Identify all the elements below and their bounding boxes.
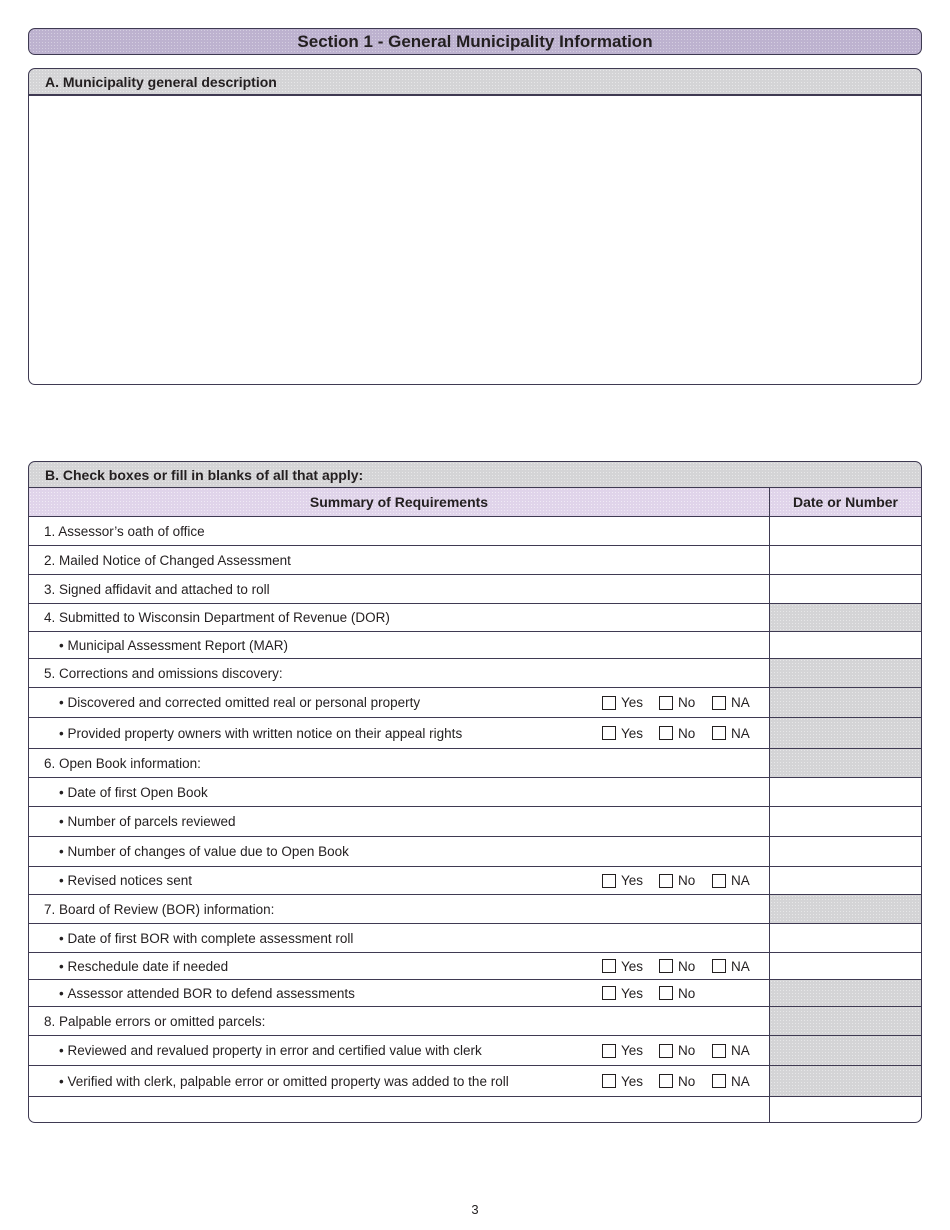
requirement-label: • Number of parcels reviewed — [29, 814, 236, 829]
no-label: No — [678, 873, 696, 888]
table-row — [29, 1036, 921, 1066]
date-cell-disabled — [770, 688, 921, 717]
table-row — [29, 1007, 921, 1036]
na-option — [712, 959, 750, 974]
requirement-label: • Verified with clerk, palpable error or omitted property was added to the roll — [29, 1074, 509, 1089]
yes-label: Yes — [621, 1073, 644, 1089]
no-label: No — [678, 985, 696, 1001]
table-row — [29, 807, 921, 837]
yes-option — [602, 1074, 659, 1089]
requirement-label: 3. Signed affidavit and attached to roll — [44, 581, 270, 597]
table-row — [29, 575, 921, 604]
requirement-label: • Number of changes of value due to Open Book — [29, 844, 349, 859]
na-option — [712, 1043, 750, 1058]
date-input[interactable] — [770, 1097, 921, 1122]
part-a-heading: A. Municipality general description — [28, 68, 922, 95]
yes-label: Yes — [621, 695, 644, 710]
yes-checkbox[interactable] — [602, 1044, 616, 1058]
na-label: NA — [731, 958, 750, 974]
yes-checkbox[interactable] — [602, 1074, 616, 1088]
no-option — [659, 1043, 712, 1058]
check-options — [602, 1036, 750, 1065]
requirement-label: 8. Palpable errors or omitted parcels: — [44, 1013, 266, 1029]
date-input[interactable] — [770, 953, 921, 979]
no-checkbox[interactable] — [659, 986, 673, 1000]
check-options — [602, 953, 750, 979]
requirement-label: 4. Submitted to Wisconsin Department of Revenue (DOR) — [44, 610, 390, 625]
requirement-cell — [29, 632, 770, 658]
requirement-label: • Date of first Open Book — [29, 785, 208, 800]
table-row — [29, 837, 921, 867]
no-label: No — [678, 958, 696, 974]
yes-label: Yes — [621, 1043, 644, 1058]
na-label: NA — [731, 1043, 750, 1058]
na-checkbox[interactable] — [712, 1074, 726, 1088]
table-row — [29, 517, 921, 546]
requirement-label: • Municipal Assessment Report (MAR) — [29, 638, 288, 653]
requirement-cell — [29, 778, 770, 806]
yes-checkbox[interactable] — [602, 726, 616, 740]
date-input[interactable] — [770, 778, 921, 806]
check-options — [602, 980, 712, 1006]
yes-label: Yes — [621, 873, 644, 888]
check-options — [602, 718, 750, 748]
no-option — [659, 986, 712, 1001]
na-option — [712, 873, 750, 888]
table-row — [29, 867, 921, 895]
yes-option — [602, 873, 659, 888]
na-checkbox[interactable] — [712, 696, 726, 710]
yes-option — [602, 959, 659, 974]
date-cell-disabled — [770, 749, 921, 777]
na-checkbox[interactable] — [712, 1044, 726, 1058]
requirement-label: 2. Mailed Notice of Changed Assessment — [44, 552, 291, 568]
requirement-cell — [29, 688, 770, 717]
table-row — [29, 924, 921, 953]
date-input[interactable] — [770, 517, 921, 545]
date-cell-disabled — [770, 895, 921, 923]
table-row — [29, 718, 921, 749]
yes-option — [602, 695, 659, 710]
table-row — [29, 895, 921, 924]
table-row — [29, 1066, 921, 1097]
date-cell-disabled — [770, 604, 921, 631]
no-option — [659, 1074, 712, 1089]
part-b-heading: B. Check boxes or fill in blanks of all that apply: — [28, 461, 922, 488]
requirement-cell — [29, 895, 770, 923]
table-row — [29, 980, 921, 1007]
requirement-label: 5. Corrections and omissions discovery: — [44, 665, 283, 681]
requirement-cell — [29, 837, 770, 866]
na-option — [712, 695, 750, 710]
column-header-date: Date or Number — [792, 494, 899, 510]
yes-label: Yes — [621, 985, 644, 1001]
check-options — [602, 867, 750, 894]
date-input[interactable] — [770, 867, 921, 894]
date-cell-disabled — [770, 1036, 921, 1065]
requirement-cell — [29, 517, 770, 545]
requirement-cell — [29, 546, 770, 574]
no-label: No — [678, 725, 696, 741]
requirement-label: • Date of first BOR with complete assessment roll — [29, 931, 353, 946]
date-input[interactable] — [770, 837, 921, 866]
requirement-cell — [29, 1097, 770, 1122]
page-number: 3 — [471, 1202, 479, 1217]
requirement-label: • Provided property owners with written notice on their appeal rights — [29, 726, 462, 741]
yes-option — [602, 726, 659, 741]
no-label: No — [678, 695, 696, 710]
requirement-cell — [29, 1036, 770, 1065]
table-row — [29, 632, 921, 659]
requirement-label: • Reviewed and revalued property in error and certified value with clerk — [29, 1043, 482, 1058]
na-checkbox[interactable] — [712, 726, 726, 740]
requirement-cell — [29, 924, 770, 952]
requirements-table — [28, 488, 922, 1123]
date-cell-disabled — [770, 980, 921, 1006]
check-options — [602, 688, 750, 717]
table-row — [29, 778, 921, 807]
yes-option — [602, 986, 659, 1001]
requirement-label: 6. Open Book information: — [44, 755, 201, 771]
date-input[interactable] — [770, 632, 921, 658]
yes-label: Yes — [621, 725, 644, 741]
requirement-cell — [29, 807, 770, 836]
no-label: No — [678, 1043, 696, 1058]
no-option — [659, 695, 712, 710]
date-cell-disabled — [770, 1066, 921, 1096]
yes-checkbox[interactable] — [602, 986, 616, 1000]
yes-label: Yes — [621, 958, 644, 974]
section-title: Section 1 - General Municipality Information — [28, 28, 922, 55]
no-checkbox[interactable] — [659, 874, 673, 888]
no-checkbox[interactable] — [659, 1074, 673, 1088]
na-option — [712, 1074, 750, 1089]
description-textarea[interactable] — [28, 95, 922, 385]
na-label: NA — [731, 725, 750, 741]
no-checkbox[interactable] — [659, 726, 673, 740]
requirement-cell — [29, 867, 770, 894]
no-checkbox[interactable] — [659, 959, 673, 973]
yes-checkbox[interactable] — [602, 874, 616, 888]
na-label: NA — [731, 873, 750, 888]
no-option — [659, 726, 712, 741]
no-checkbox[interactable] — [659, 696, 673, 710]
requirement-label: 7. Board of Review (BOR) information: — [44, 901, 275, 917]
requirement-label: • Reschedule date if needed — [29, 959, 228, 974]
table-row — [29, 1097, 921, 1122]
date-cell-disabled — [770, 659, 921, 687]
requirement-cell — [29, 1066, 770, 1096]
no-option — [659, 873, 712, 888]
table-row — [29, 659, 921, 688]
column-header-requirements: Summary of Requirements — [29, 488, 770, 516]
requirement-label: • Revised notices sent — [29, 873, 192, 888]
yes-checkbox[interactable] — [602, 959, 616, 973]
no-label: No — [678, 1073, 696, 1089]
date-input[interactable] — [770, 546, 921, 574]
requirement-cell — [29, 953, 770, 979]
table-header-row — [29, 488, 921, 517]
table-row — [29, 688, 921, 718]
na-option — [712, 726, 750, 741]
na-checkbox[interactable] — [712, 959, 726, 973]
requirement-cell — [29, 718, 770, 748]
yes-option — [602, 1043, 659, 1058]
table-row — [29, 546, 921, 575]
requirement-cell — [29, 980, 770, 1006]
date-cell-disabled — [770, 1007, 921, 1035]
table-row — [29, 604, 921, 632]
requirement-cell — [29, 575, 770, 603]
date-input[interactable] — [770, 924, 921, 952]
table-row — [29, 953, 921, 980]
na-checkbox[interactable] — [712, 874, 726, 888]
requirement-cell — [29, 604, 770, 631]
yes-checkbox[interactable] — [602, 696, 616, 710]
no-option — [659, 959, 712, 974]
no-checkbox[interactable] — [659, 1044, 673, 1058]
requirement-label: 1. Assessor’s oath of office — [44, 523, 205, 539]
na-label: NA — [731, 695, 750, 710]
na-label: NA — [731, 1073, 750, 1089]
requirement-label: • Assessor attended BOR to defend assessments — [29, 986, 355, 1001]
date-input[interactable] — [770, 807, 921, 836]
table-row — [29, 749, 921, 778]
requirement-cell — [29, 659, 770, 687]
date-input[interactable] — [770, 575, 921, 603]
date-cell-disabled — [770, 718, 921, 748]
requirement-cell — [29, 1007, 770, 1035]
requirement-label: • Discovered and corrected omitted real or personal property — [29, 695, 420, 710]
check-options — [602, 1066, 750, 1096]
requirement-cell — [29, 749, 770, 777]
